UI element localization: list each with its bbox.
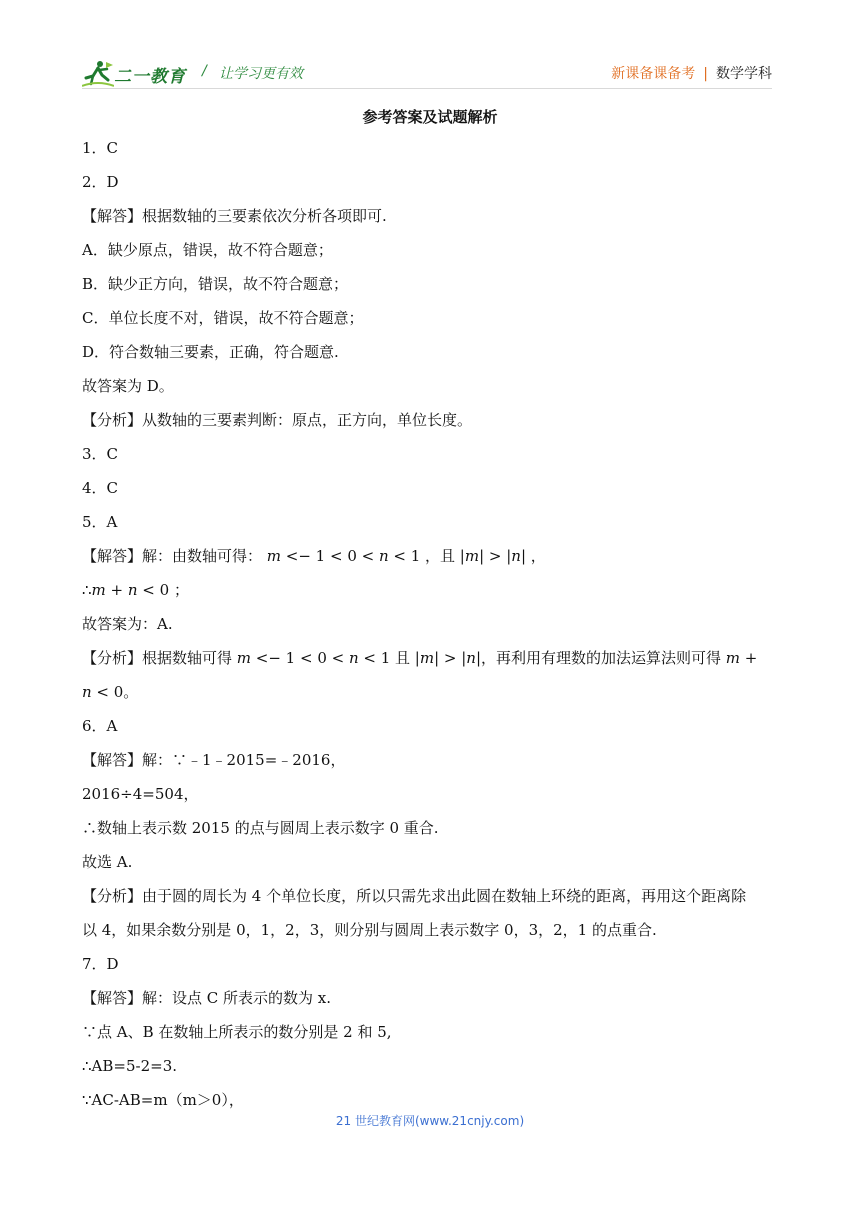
page-footer: 21 世纪教育网(www.21cnjy.com): [335, 1114, 525, 1128]
text-line: D．符合数轴三要素，正确，符合题意.: [82, 343, 339, 361]
text-line: A．缺少原点，错误，故不符合题意；: [82, 241, 333, 259]
text-line: C．单位长度不对，错误，故不符合题意；: [82, 309, 364, 327]
text-line: 【解答】解：∵﹣1﹣2015=﹣2016，: [82, 751, 346, 769]
text-line: 2016÷4=504，: [82, 785, 199, 803]
text-line: 【分析】由于圆的周长为 4 个单位长度，所以只需先求出此圆在数轴上环绕的距离，再用这个距离除: [82, 887, 747, 905]
logo-text: 二一教育: [114, 67, 186, 87]
text-line: 【分析】根据数轴可得 𝑚 <− 1 < 0 < 𝑛 < 1 且 |𝑚| > |𝑛|，再利用有理数的加法运算法则可得 𝑚 +: [82, 649, 758, 667]
text-line: 𝑛 < 0。: [82, 683, 139, 701]
header-right: [611, 63, 772, 83]
text-line: 6．A: [82, 717, 118, 735]
text-line: 故答案为：A.: [82, 615, 173, 633]
text-line: 4．C: [82, 479, 119, 497]
text-line: 【解答】根据数轴的三要素依次分析各项即可.: [82, 207, 387, 225]
text-line: 1．C: [82, 139, 119, 157]
page-header: [82, 58, 772, 90]
text-line: 故答案为 D。: [82, 377, 174, 395]
text-line: ∴AB=5-2=3.: [82, 1057, 178, 1075]
text-line: ∵点 A、B 在数轴上所表示的数分别是 2 和 5,: [82, 1023, 392, 1041]
runner-icon: [82, 60, 114, 88]
text-line: 【解答】解：由数轴可得： 𝑚 <− 1 < 0 < 𝑛 < 1 ，且 |𝑚| > |𝑛| ，: [82, 547, 546, 565]
text-line: 5．A: [82, 513, 118, 531]
text-line: B．缺少正方向，错误，故不符合题意；: [82, 275, 349, 293]
slogan: 让学习更有效: [219, 66, 303, 82]
text-line: 【解答】解：设点 C 所表示的数为 x.: [82, 989, 332, 1007]
header-separator: |: [703, 66, 708, 82]
course-label: 新课备课备考: [611, 66, 696, 82]
text-line: ∴数轴上表示数 2015 的点与圆周上表示数字 0 重合.: [82, 819, 439, 837]
text-line: 故选 A.: [82, 853, 133, 871]
answer-content: [82, 131, 778, 1117]
text-line: 2．D: [82, 173, 119, 191]
text-line: ∵AC-AB=m（m＞0），: [82, 1091, 244, 1109]
text-line: 3．C: [82, 445, 119, 463]
subject-label: 数学学科: [716, 66, 772, 82]
text-line: 以 4，如果余数分别是 0，1，2，3，则分别与圆周上表示数字 0，3，2，1 的点重合.: [82, 921, 657, 939]
text-line: 【分析】从数轴的三要素判断：原点，正方向，单位长度。: [82, 411, 473, 429]
brand-logo: [82, 58, 192, 88]
text-line: 7．D: [82, 955, 119, 973]
slogan-divider: /: [202, 63, 207, 79]
text-line: ∴𝑚 + 𝑛 < 0 ；: [82, 581, 189, 599]
page-title: 参考答案及试题解析: [362, 108, 498, 126]
header-divider: [82, 88, 772, 89]
